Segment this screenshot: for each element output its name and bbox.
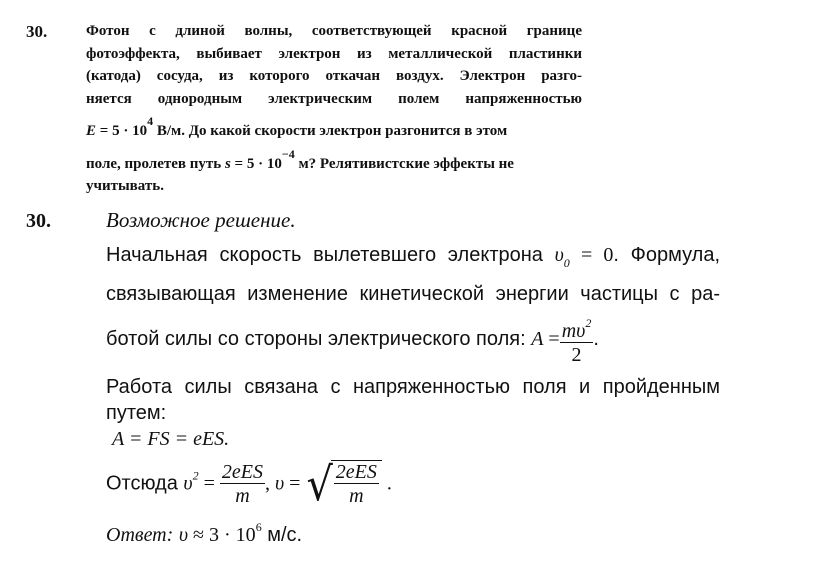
kinetic-energy-numerator: $m\upsilon^2$ xyxy=(560,312,594,343)
field-exponent: 4 xyxy=(147,114,154,128)
problem-text xyxy=(86,20,582,198)
velocity-squared-symbol: υ xyxy=(183,472,193,495)
solution-line-2: связывающая изменение кинетической энергии частицы с ра- xyxy=(106,283,720,305)
answer-value: ≈ 3 · 10 xyxy=(188,524,256,546)
path-exponent: −4 xyxy=(281,146,295,161)
initial-velocity-value: = 0 xyxy=(569,244,614,266)
velocity-squared-numerator: 2eES xyxy=(221,460,263,483)
solution-line-1 xyxy=(106,244,720,271)
work-equals: = xyxy=(543,327,560,350)
solution-line-3-text: ботой силы со стороны электрического поля: xyxy=(106,327,532,350)
formula-separator: , xyxy=(264,472,275,495)
radicand-numerator: 2eES xyxy=(335,461,377,483)
solution-line-7-tail: . xyxy=(381,472,392,495)
square-root xyxy=(305,457,381,511)
answer-line xyxy=(106,520,302,547)
solution-line-1-text: Начальная скорость вылетевшего электрона xyxy=(106,244,555,266)
path-symbol: s xyxy=(224,155,231,172)
velocity-squared-fraction xyxy=(220,461,265,508)
problem-line-5-rest: В/м. До какой скорости электрон разгонится в этом xyxy=(153,123,508,139)
velocity-equals: = xyxy=(284,472,306,495)
problem-line-4: няется однородным электрическим полем напряженностью xyxy=(86,90,582,107)
solution-line-1-tail: . Формула, xyxy=(613,244,720,266)
problem-line-5 xyxy=(86,110,582,143)
velocity-symbol: υ xyxy=(554,244,564,266)
solution-line-4: Работа силы связана с напряженностью поля и пройденным xyxy=(106,376,720,398)
velocity-squared-equals: = xyxy=(198,472,220,495)
path-value: = 5 · 10 xyxy=(230,155,282,172)
velocity-symbol-2: υ xyxy=(274,472,285,495)
kinetic-energy-denominator: 2 xyxy=(571,344,582,366)
problem-line-6-rest: м? Релятивистские эффекты не xyxy=(294,155,514,172)
velocity-subscript: 0 xyxy=(563,256,570,270)
answer-velocity-symbol: υ xyxy=(178,524,189,546)
problem-line-6-pre: поле, пролетев путь xyxy=(86,155,225,172)
problem-line-1: Фотон с длиной волны, соответствующей красной границе xyxy=(86,23,582,39)
work-formula: A = FS = eES. xyxy=(112,428,230,450)
radicand xyxy=(331,460,382,508)
solution-line-7-text: Отсюда xyxy=(106,472,184,495)
field-value: = 5 · 10 xyxy=(96,123,148,139)
solution-line-3 xyxy=(106,312,599,367)
solution-line-7 xyxy=(106,457,392,511)
kinetic-energy-fraction xyxy=(560,312,594,367)
velocity-squared-denominator: m xyxy=(235,484,250,507)
solution-line-5: путем: xyxy=(106,402,167,424)
problem-line-6 xyxy=(86,143,582,176)
work-symbol: A xyxy=(531,327,544,350)
velocity-squared-exponent: 2 xyxy=(192,468,199,483)
solution-line-3-tail: . xyxy=(593,327,599,350)
solution-number: 30. xyxy=(26,210,51,232)
problem-line-7: учитывать. xyxy=(86,178,164,194)
problem-line-3: (катода) сосуда, из которого откачан воздух. Электрон разго- xyxy=(86,68,582,84)
answer-label: Ответ: xyxy=(106,524,174,546)
answer-exponent: 6 xyxy=(255,520,262,534)
solution-heading: Возможное решение. xyxy=(106,208,296,232)
problem-number: 30. xyxy=(26,22,48,41)
radical-sign-icon: √ xyxy=(306,457,334,511)
radicand-denominator: m xyxy=(349,485,364,507)
answer-unit: м/с. xyxy=(261,524,303,546)
problem-line-2: фотоэффекта, выбивает электрон из металлической пластинки xyxy=(86,45,582,62)
field-symbol: E xyxy=(86,123,97,139)
